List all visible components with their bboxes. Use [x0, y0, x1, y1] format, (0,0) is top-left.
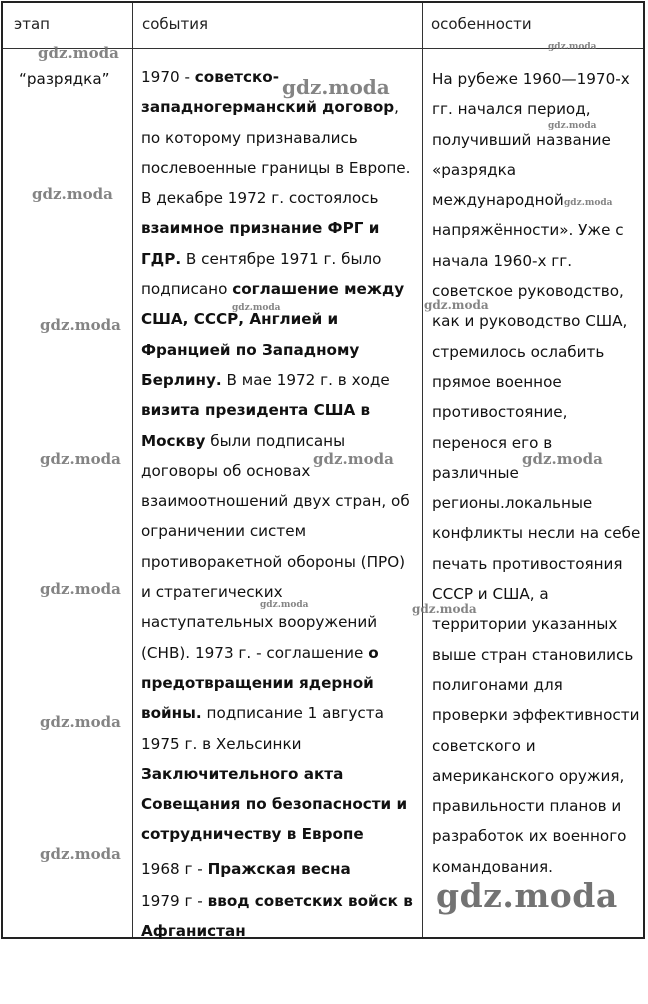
- event-highlight: визита президента США в Москву: [141, 401, 371, 450]
- column-divider-2: [422, 3, 423, 937]
- event-highlight: взаимное признание ФРГ и ГДР.: [141, 219, 380, 268]
- watermark: gdz.moda: [282, 75, 390, 99]
- header-divider: [3, 48, 643, 49]
- event-highlight: соглашение между США, СССР, Англией и Францией по Западному Берлину.: [141, 280, 405, 389]
- stage-label: “разрядка”: [19, 70, 110, 88]
- history-table: [1, 1, 645, 939]
- event-text: 1968 г -: [141, 859, 208, 878]
- watermark: gdz.moda: [564, 198, 613, 208]
- features-cell: [432, 64, 642, 882]
- watermark: gdz.moda: [522, 450, 603, 468]
- watermark: gdz.moda: [548, 121, 597, 131]
- event-highlight: Пражская весна: [207, 859, 351, 878]
- event-highlight: Заключительного акта Совещания по безопасности и сотрудничеству в Европе: [141, 764, 408, 844]
- events-paragraph-1: [141, 62, 417, 850]
- event-text: были подписаны договоры об основах взаимоотношений двух стран, об ограничении систем противоракетной обороны (ПРО) и стратегических наступательных вооружений (СНВ). 1973 г. - соглашение: [141, 431, 410, 662]
- watermark: gdz.moda: [548, 42, 597, 52]
- event-highlight: советско-западногерманский договор: [141, 68, 395, 117]
- features-text: На рубеже 1960—1970-х гг. начался период, получивший название «разрядка международной напряжённости». Уже с начала 1960-х гг. советское руководство, как и руководство США, стремилось ослабить прямое военное противостояние, перенося его в различные регионы.локальные конфликты несли на себе печать противостояния СССР и США, а территории указанных выше стран становились полигонами для проверки эффективности советского и американского оружия, правильности планов и разработок их военного командования.: [432, 70, 641, 876]
- watermark: gdz.moda: [40, 450, 121, 468]
- events-cell: [141, 62, 417, 947]
- watermark: gdz.moda: [38, 44, 119, 62]
- event-text: В мае 1972 г. в ходе: [221, 370, 390, 389]
- watermark: gdz.moda: [260, 600, 309, 610]
- watermark: gdz.moda: [40, 580, 121, 598]
- event-text: 1970 -: [141, 68, 195, 86]
- watermark: gdz.moda: [232, 303, 281, 313]
- watermark: gdz.moda: [412, 602, 477, 616]
- event-text: , по которому признавались послевоенные границы в Европе. В декабре 1972 г. состоялось: [141, 98, 411, 208]
- event-text: подписание 1 августа 1975 г. в Хельсинки: [141, 704, 384, 753]
- watermark: gdz.moda: [40, 316, 121, 334]
- events-paragraph-3: [141, 886, 417, 947]
- event-text: В сентябре 1971 г. было подписано: [141, 249, 382, 299]
- header-stage: этап: [14, 15, 50, 33]
- watermark: gdz.moda: [40, 845, 121, 863]
- watermark: gdz.moda: [424, 298, 489, 312]
- stage-cell: [19, 64, 129, 94]
- event-highlight: ввод советских войск в Афганистан: [141, 892, 413, 941]
- column-divider-1: [132, 3, 133, 937]
- event-text: 1979 г -: [141, 892, 208, 911]
- header-features: особенности: [431, 15, 532, 33]
- watermark: gdz.moda: [436, 876, 618, 915]
- watermark: gdz.moda: [40, 713, 121, 731]
- header-events: события: [142, 15, 209, 33]
- watermark: gdz.moda: [313, 450, 394, 468]
- events-paragraph-2: [141, 854, 417, 884]
- watermark: gdz.moda: [32, 185, 113, 203]
- event-highlight: о предотвращении ядерной войны.: [141, 643, 379, 723]
